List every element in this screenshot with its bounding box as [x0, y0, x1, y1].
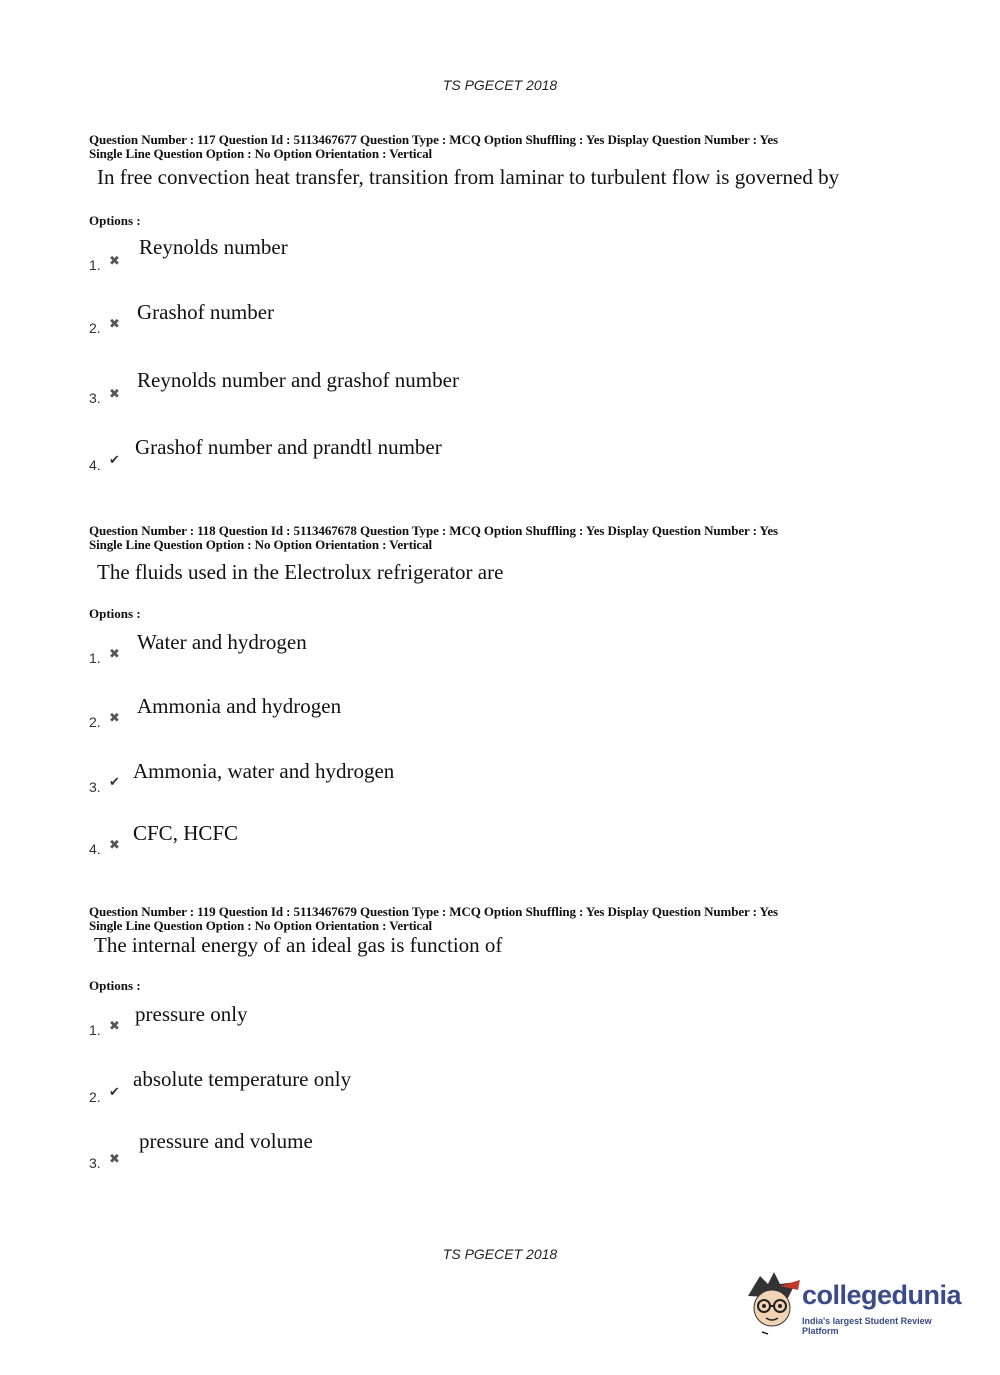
page-footer: TS PGECET 2018 [442, 1246, 558, 1262]
option-number: 2. [89, 320, 101, 336]
cross-icon: ✖ [109, 646, 120, 661]
option-number: 2. [89, 714, 101, 730]
question-117 [89, 132, 919, 473]
option-text: absolute temperature only [133, 1067, 352, 1091]
option-2[interactable] [89, 694, 789, 734]
option-text: Reynolds number and grashof number [137, 368, 459, 392]
question-meta-line1: Question Number : 119 Question Id : 5113467679 Question Type : MCQ Option Shuffling : Yes Display Question Number : Yes [89, 904, 778, 919]
option-text: pressure and volume [139, 1129, 313, 1153]
option-3[interactable] [89, 368, 789, 408]
option-1[interactable] [89, 630, 789, 670]
mascot-icon [740, 1268, 804, 1340]
option-number: 2. [89, 1089, 101, 1105]
logo-tagline: India's largest Student Review Platform [802, 1316, 932, 1336]
cross-icon: ✖ [109, 386, 120, 401]
option-4[interactable] [89, 821, 789, 861]
option-text: Reynolds number [139, 235, 288, 259]
check-icon: ✔ [109, 774, 120, 789]
option-1[interactable] [89, 235, 789, 275]
option-text: Ammonia, water and hydrogen [133, 759, 395, 783]
question-text: The fluids used in the Electrolux refrigerator are [97, 560, 504, 584]
option-number: 3. [89, 390, 101, 406]
page-header: TS PGECET 2018 [442, 77, 558, 93]
cross-icon: ✖ [109, 1151, 120, 1166]
option-text: Grashof number [137, 300, 275, 324]
question-119 [89, 904, 919, 1171]
question-meta-line2: Single Line Question Option : No Option Orientation : Vertical [89, 918, 433, 933]
option-number: 3. [89, 1155, 101, 1171]
collegedunia-logo [740, 1268, 970, 1340]
options-label: Options : [89, 978, 141, 993]
option-text: Grashof number and prandtl number [135, 435, 442, 459]
question-text: In free convection heat transfer, transition from laminar to turbulent flow is governed by [97, 165, 840, 189]
option-number: 4. [89, 457, 101, 473]
question-meta-line1: Question Number : 117 Question Id : 5113467677 Question Type : MCQ Option Shuffling : Yes Display Question Number : Yes [89, 132, 778, 147]
question-118 [89, 523, 919, 857]
cross-icon: ✖ [109, 316, 120, 331]
cross-icon: ✖ [109, 253, 120, 268]
option-number: 3. [89, 779, 101, 795]
option-text: CFC, HCFC [133, 821, 239, 845]
check-icon: ✔ [109, 1084, 120, 1099]
question-meta-line2: Single Line Question Option : No Option Orientation : Vertical [89, 146, 433, 161]
question-meta-line1: Question Number : 118 Question Id : 5113467678 Question Type : MCQ Option Shuffling : Yes Display Question Number : Yes [89, 523, 778, 538]
option-number: 1. [89, 1022, 101, 1038]
logo-wordmark: collegedunia [802, 1280, 962, 1310]
options-label: Options : [89, 606, 141, 621]
option-text: pressure only [135, 1002, 248, 1026]
option-3[interactable] [89, 759, 789, 799]
option-4[interactable] [89, 435, 789, 475]
option-number: 1. [89, 257, 101, 273]
option-2[interactable] [89, 300, 789, 340]
option-number: 1. [89, 650, 101, 666]
option-3[interactable] [89, 1129, 789, 1169]
question-meta-line2: Single Line Question Option : No Option Orientation : Vertical [89, 537, 433, 552]
options-label: Options : [89, 213, 141, 228]
option-text: Water and hydrogen [137, 630, 307, 654]
check-icon: ✔ [109, 452, 120, 467]
cross-icon: ✖ [109, 837, 120, 852]
option-1[interactable] [89, 1002, 789, 1042]
cross-icon: ✖ [109, 710, 120, 725]
option-2[interactable] [89, 1067, 789, 1107]
cross-icon: ✖ [109, 1018, 120, 1033]
option-number: 4. [89, 841, 101, 857]
question-text: The internal energy of an ideal gas is function of [94, 933, 503, 957]
option-text: Ammonia and hydrogen [137, 694, 342, 718]
